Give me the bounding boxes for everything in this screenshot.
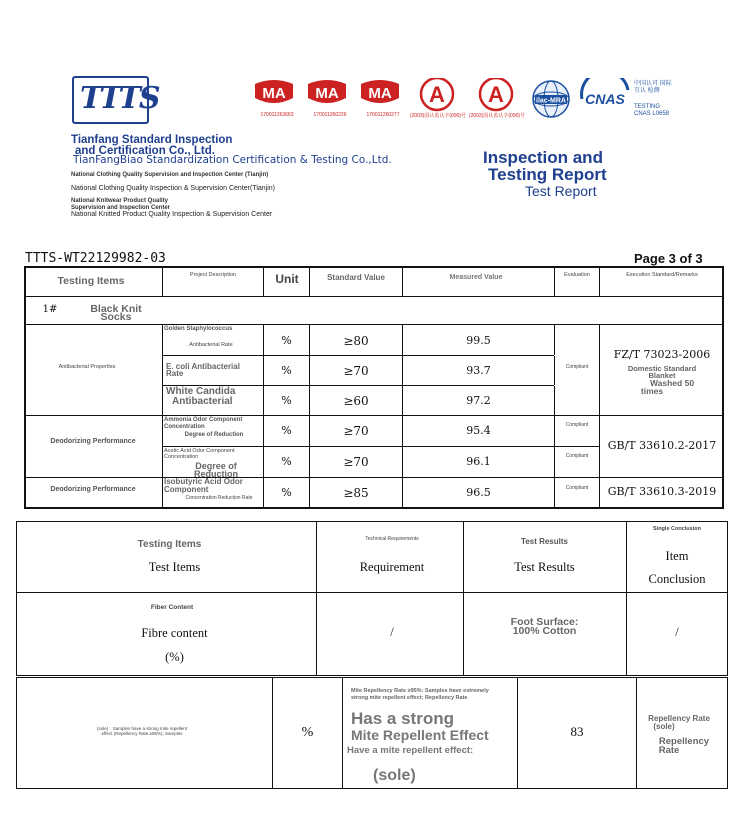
standard-note: Washed 50 — [649, 378, 695, 388]
page-number: Page 3 of 3 — [634, 251, 703, 266]
mite-effect: Has a strong — [351, 709, 454, 728]
head-item: Test Items — [148, 560, 201, 574]
row-desc: White Candida — [166, 386, 236, 397]
fiber-requirement: / — [390, 625, 394, 639]
mite-effect: (sole) — [373, 767, 416, 784]
fiber-conclusion: / — [675, 625, 679, 639]
row-desc: Rate — [166, 369, 184, 378]
row-desc: Acetic Acid Odor Component Concentration — [164, 448, 235, 460]
head-con-en: Single Conclusion — [653, 526, 701, 532]
seal-code: (2003)国认监认字(090)号 — [468, 113, 526, 119]
company-name-line-1: Tianfang Standard Inspection — [71, 134, 233, 146]
report-title-1: Inspection and — [483, 148, 603, 167]
col-header-measured: Measured Value — [449, 274, 503, 281]
col-header-unit: Unit — [275, 272, 299, 286]
company-name-pinyin: TianFangBiao Standardization Certification & Testing Co.,Ltd. — [73, 154, 392, 166]
col-header-item: Testing Items — [57, 275, 125, 287]
standard-note: times — [640, 386, 664, 396]
ilac-mra-icon — [530, 78, 572, 120]
row-measured: 93.7 — [466, 364, 491, 377]
cert-line: National Knitwear Product Quality — [71, 198, 169, 204]
cert-line: Supervision and Inspection Center — [71, 205, 171, 211]
row-measured: 96.5 — [466, 486, 491, 499]
repellency-rate-label: Rate — [658, 745, 680, 756]
sample-name: Black Knit Socks — [90, 303, 142, 323]
svg-text:ilac-MRA: ilac-MRA — [536, 97, 566, 105]
report-title-3: Test Report — [525, 183, 597, 199]
row-desc: Degree of Reduction — [194, 461, 238, 479]
seal-code: 170011260226 — [313, 112, 347, 118]
row-measured: 99.5 — [466, 334, 491, 347]
sample-number: 1# — [42, 304, 58, 315]
row-standard: ≥60 — [343, 394, 369, 408]
row-standard: ≥85 — [343, 486, 369, 500]
col-header-project: Project Description — [189, 272, 237, 278]
fiber-result: Foot Surface: — [510, 616, 579, 628]
seal-code: (2003)国认监认字(090)号 — [409, 113, 467, 119]
row-standard: ≥70 — [343, 455, 369, 469]
standard-note: Blanket — [648, 371, 676, 380]
evaluation: Compliant — [565, 422, 589, 428]
head-req: Requirement — [359, 560, 425, 574]
evaluation: Compliant — [565, 453, 589, 459]
mite-note: Mite Repellency Rate ≥95%: Samples have extremely — [351, 688, 489, 694]
fiber-label: Fibre content — [141, 626, 208, 640]
row-unit: % — [281, 334, 292, 347]
head-req-en: Technical Requirements — [365, 536, 419, 542]
row-measured: 96.1 — [466, 455, 491, 468]
mite-note: effect (Repellency Rate ≥95%); Samples — [101, 731, 183, 736]
row-unit: % — [281, 486, 292, 499]
svg-text:CNAS: CNAS — [585, 91, 625, 107]
svg-text:A: A — [429, 82, 445, 107]
mite-unit: % — [301, 725, 314, 740]
report-title-2: Testing Report — [488, 165, 607, 184]
row-standard: ≥70 — [343, 424, 369, 438]
row-measured: 97.2 — [466, 394, 491, 407]
row-standard: ≥70 — [343, 364, 369, 378]
row-desc: Golden Staphylococcus — [164, 326, 233, 332]
cert-line: National Knitted Product Quality Inspection & Supervision Center — [71, 211, 273, 218]
evaluation: Compliant — [565, 485, 589, 491]
row-measured: 95.4 — [466, 424, 491, 437]
seal-code: 170011260277 — [366, 112, 400, 118]
group-deodorizing: Deodorizing Performance — [50, 438, 136, 445]
row-desc: Antibacterial — [172, 396, 233, 407]
svg-text:MA: MA — [368, 85, 392, 102]
ma-seal-icon — [308, 80, 346, 103]
seal-code: 170011263663 — [260, 112, 294, 118]
company-logo-text: TTTS — [80, 81, 159, 116]
mite-effect: Mite Repellent Effect — [351, 727, 489, 743]
row-desc: Concentration Reduction Rate — [185, 495, 253, 501]
fiber-result: 100% Cotton — [512, 625, 577, 637]
cnas-logo-icon — [578, 78, 636, 120]
head-con: Conclusion — [648, 572, 706, 586]
repellency-rate-label: Repellency — [658, 736, 710, 747]
cal-seal-icon — [480, 78, 512, 110]
row-standard: ≥80 — [343, 334, 369, 348]
row-desc: E. coli Antibacterial — [166, 362, 240, 371]
execution-standard: GB/T 33610.3-2019 — [607, 485, 717, 498]
fiber-unit: (%) — [165, 650, 184, 664]
cnas-testing-label: TESTING — [634, 104, 661, 110]
head-res: Test Results — [514, 560, 575, 574]
head-con: Item — [665, 549, 689, 563]
row-unit: % — [281, 394, 292, 407]
company-name-line-2: and Certification Co., Ltd. — [75, 145, 215, 157]
svg-text:MA: MA — [315, 85, 339, 102]
row-unit: % — [281, 424, 292, 437]
row-desc: Isobutyric Acid Odor Component — [164, 477, 243, 494]
cnas-cn-text: 中国认可 国际互认 检测 — [634, 81, 672, 94]
row-desc: Ammonia Odor Component Concentration — [164, 417, 243, 430]
col-header-evaluation: Evaluation — [564, 272, 590, 278]
cal-seal-icon — [421, 78, 453, 110]
ma-seal-icon — [255, 80, 293, 103]
row-unit: % — [281, 455, 292, 468]
head-item-en: Testing Items — [137, 539, 202, 550]
mite-note: (sole)：Samples have a strong mite repellent — [96, 726, 188, 731]
execution-standard: GB/T 33610.2-2017 — [607, 439, 717, 452]
row-desc: Degree of Reduction — [184, 432, 244, 438]
row-desc: Antibacterial Rate — [189, 342, 233, 348]
mite-repellent-table — [16, 677, 728, 789]
mite-value: 83 — [570, 724, 584, 739]
mite-effect: Have a mite repellent effect: — [347, 745, 474, 756]
mite-note: strong mite repellent effect; Repellency Rate — [351, 695, 468, 701]
repellency-rate-label: (sole) — [653, 722, 675, 731]
cert-line: National Clothing Quality Supervision and Inspection Center (Tianjin) — [71, 172, 269, 178]
ma-seal-icon — [361, 80, 399, 103]
col-header-execution: Execution Standard/Remarks — [626, 272, 698, 278]
group-deodorizing: Deodorizing Performance — [50, 486, 136, 493]
group-antibacterial: Antibacterial Properties — [58, 364, 116, 370]
standard-note: Domestic Standard — [627, 364, 697, 373]
evaluation: Compliant — [565, 364, 589, 370]
svg-text:MA: MA — [262, 85, 286, 102]
cnas-code: CNAS L0658 — [634, 111, 670, 117]
row-unit: % — [281, 364, 292, 377]
fiber-label-en: Fiber Content — [150, 604, 194, 611]
svg-text:A: A — [488, 82, 504, 107]
report-number: TTTS-WT22129982-03 — [25, 251, 166, 266]
execution-standard: FZ/T 73023-2006 — [613, 348, 711, 361]
repellency-rate-label: Repellency Rate — [648, 714, 710, 723]
cert-line: National Clothing Quality Inspection & Supervision Center(Tianjin) — [71, 185, 276, 192]
col-header-standard: Standard Value — [327, 273, 385, 282]
head-res-en: Test Results — [521, 537, 568, 546]
fibre-content-table — [16, 521, 728, 676]
results-table — [24, 266, 724, 509]
